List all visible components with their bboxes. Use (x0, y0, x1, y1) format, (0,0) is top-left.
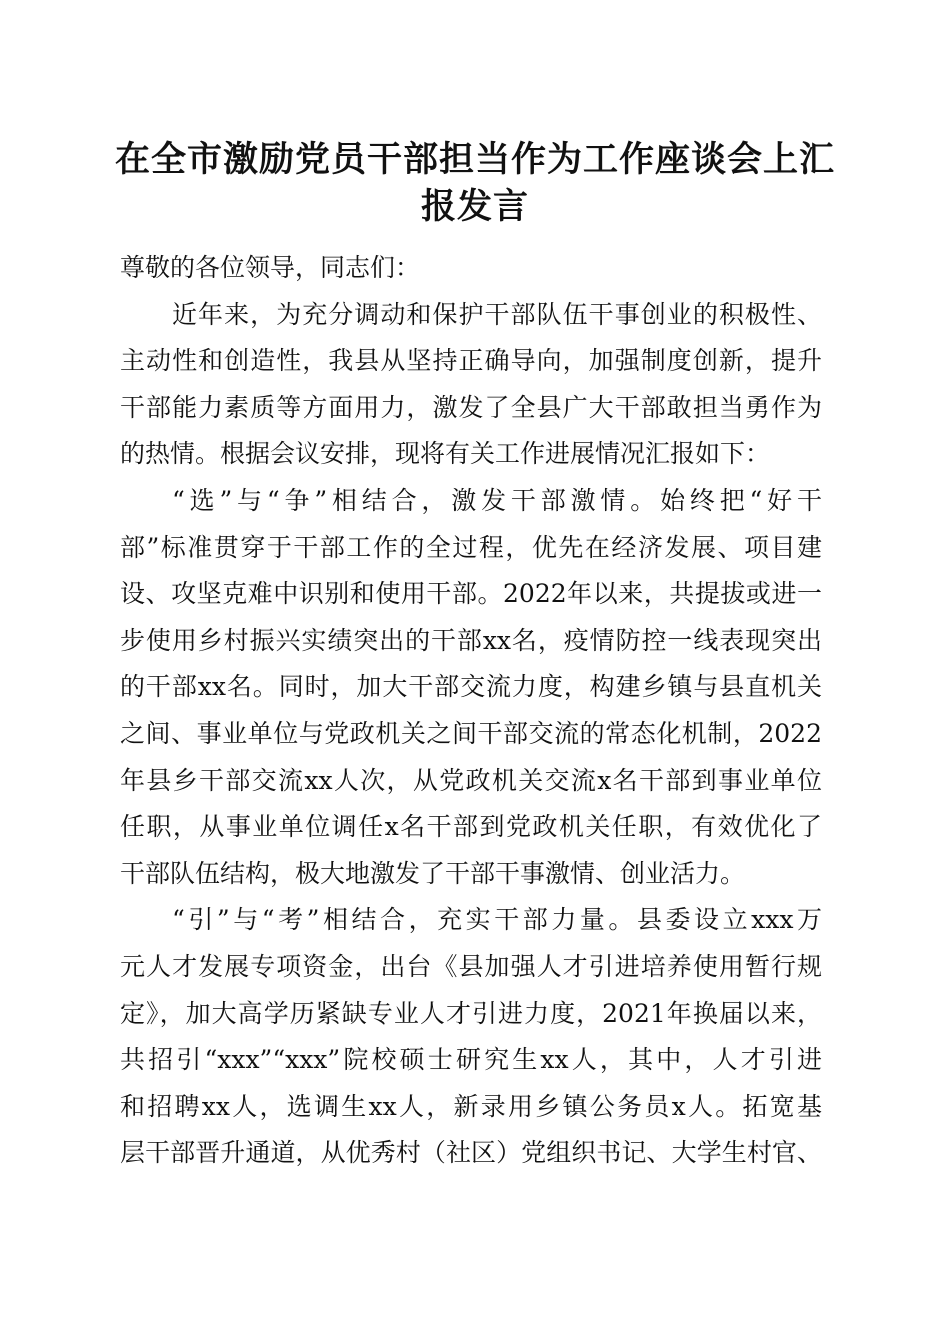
title-line: 报发言 (420, 186, 529, 227)
text-line: 任职，从事业单位调任x名干部到党政机关任职，有效优化了 (120, 812, 822, 842)
paragraph (120, 292, 822, 478)
text-line: 部”标准贯穿于干部工作的全过程，优先在经济发展、项目建 (120, 532, 822, 562)
document-body (120, 245, 822, 1177)
text-line: 干部能力素质等方面用力，激发了全县广大干部敢担当勇作为 (120, 392, 822, 422)
text-line: 共招引“xxx”“xxx”院校硕士研究生xx人，其中，人才引进 (120, 1045, 822, 1075)
text-line: 干部队伍结构，极大地激发了干部干事激情、创业活力。 (120, 858, 746, 888)
text-line: 定》，加大高学历紧缺专业人才引进力度，2021年换届以来， (120, 998, 822, 1028)
text-line: 设、攻坚克难中识别和使用干部。2022年以来，共提拔或进一 (120, 579, 822, 609)
text-line: 的热情。根据会议安排，现将有关工作进展情况汇报如下： (120, 439, 771, 469)
text-line: 之间、事业单位与党政机关之间干部交流的常态化机制，2022 (120, 718, 822, 748)
text-line: 层干部晋升通道，从优秀村（社区）党组织书记、大学生村官、 (120, 1138, 822, 1168)
text-line: “选”与“争”相结合，激发干部激情。始终把“好干 (172, 485, 822, 515)
salutation: 尊敬的各位领导，同志们： (120, 253, 421, 282)
text-line: 的干部xx名。同时，加大干部交流力度，构建乡镇与县直机关 (120, 672, 822, 702)
document-title (100, 136, 850, 230)
text-line: “引”与“考”相结合，充实干部力量。县委设立xxx万 (172, 905, 822, 935)
paragraph (120, 897, 822, 1177)
text-line: 步使用乡村振兴实绩突出的干部xx名，疫情防控一线表现突出 (120, 625, 822, 655)
text-line: 近年来，为充分调动和保护干部队伍干事创业的积极性、 (172, 299, 822, 329)
paragraph (120, 478, 822, 897)
text-line: 和招聘xx人，选调生xx人，新录用乡镇公务员x人。拓宽基 (120, 1091, 822, 1121)
text-line: 元人才发展专项资金，出台《县加强人才引进培养使用暂行规 (120, 951, 822, 981)
text-line: 年县乡干部交流xx人次，从党政机关交流x名干部到事业单位 (120, 765, 822, 795)
text-line: 主动性和创造性，我县从坚持正确导向，加强制度创新，提升 (120, 346, 822, 376)
paragraphs (120, 292, 822, 1177)
title-line: 在全市激励党员干部担当作为工作座谈会上汇 (114, 139, 835, 180)
